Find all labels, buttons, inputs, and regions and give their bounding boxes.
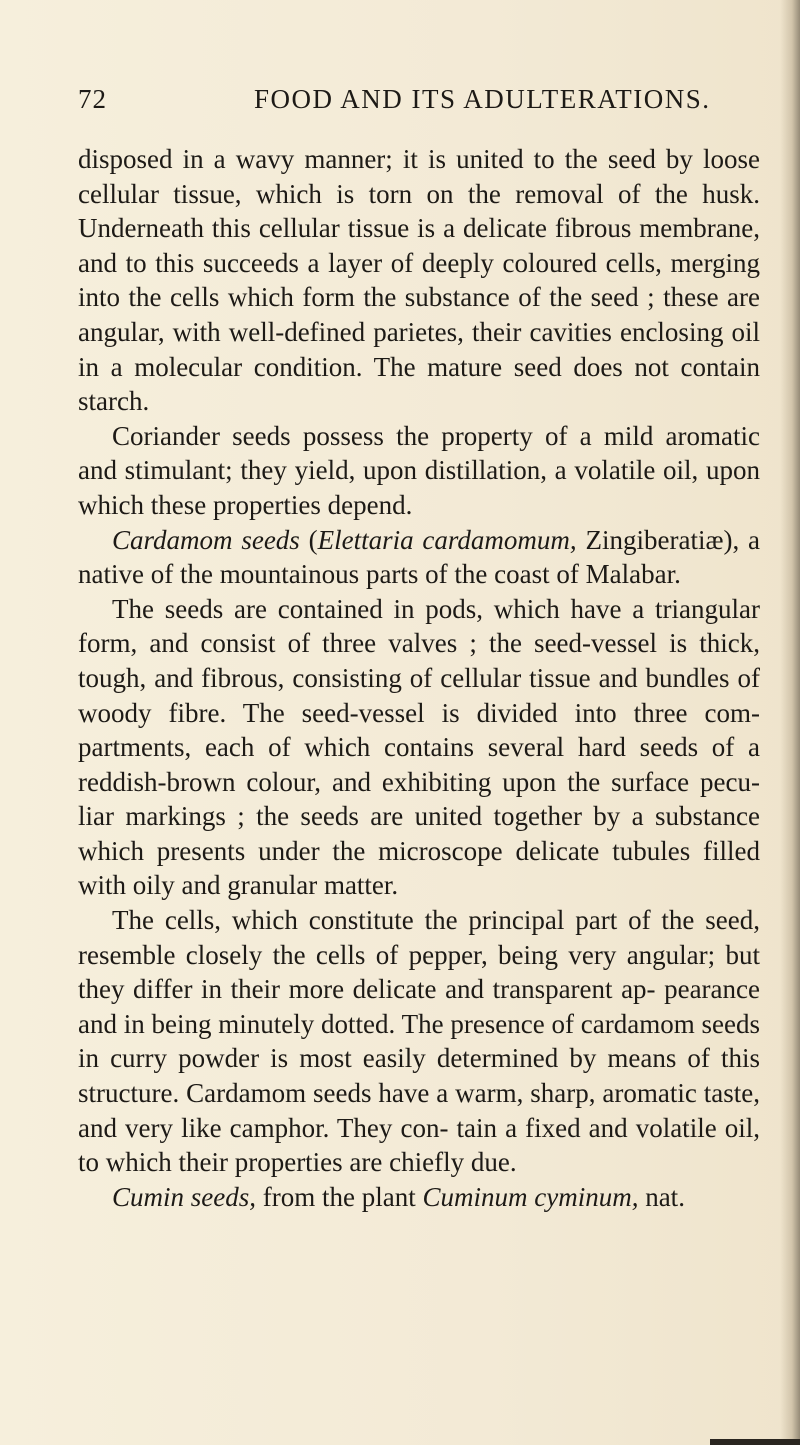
paragraph-seed-structure: disposed in a wavy manner; it is united to the seed by loose cellular tissue, which is torn on the removal of the husk. Underneath this cellular tissue is a delicate fibrous membrane, and to this succeeds a layer of deeply coloured cells, merging into the cells which form the substance of the seed ; these are angular, with well-defined parietes, their cavities enclosing oil in a molecular condition. The mature seed does not contain starch. [78,144,760,417]
paragraph-cardamom-pods: The seeds are contained in pods, which have a triangular form, and consist of three valves ; the seed-vessel is thick, tough, and fibrous, consisting of cellular tissue and bundles of woody fibre. The seed-vessel is divided into three com- partments, each of which contains several hard seeds of a reddish-brown colour, and exhibiting upon the surface pecu- liar markings ; the seeds are united together by a substance which presents under the microscope delicate tubules filled with oily and granular matter. [78,593,760,901]
page-header [78,84,758,120]
paragraph-coriander: Coriander seeds possess the property of a mild aromatic and stimulant; they yield, upon distillation, a volatile oil, upon which these properties depend. [78,420,760,520]
paragraph-cardamom-heading [78,523,760,592]
cumin-text-1: from the plant [256,1181,423,1212]
page-number: 72 [78,84,107,114]
page-edge-bottom [710,1439,800,1445]
cumin-text-2: nat. [638,1181,685,1212]
paragraph-cardamom-cells: The cells, which constitute the principal part of the seed, resemble closely the cells of pepper, being very angular; but they differ in their more delicate and transparent ap- pearance and in being minutely dotted. The presence of cardamom seeds in curry powder is most easily determined by means of this structure. Cardamom seeds have a warm, sharp, aromatic taste, and very like camphor. They con- tain a fixed and volatile oil, to which their properties are chiefly due. [78,905,760,1178]
cardamom-term: Cardamom seeds [112,524,300,555]
cumin-term: Cumin seeds, [112,1181,256,1212]
running-title: FOOD AND ITS ADULTERATIONS. [254,84,711,114]
paragraph-cumin [78,1180,760,1215]
cardamom-latin-name: Elettaria cardamomum, [317,524,577,555]
cardamom-description: Zingiberatiæ), a native of the mountainous parts of the coast of Malabar. [78,524,760,590]
page-edge-shadow [780,0,800,1445]
cumin-latin-name: Cuminum cyminum, [422,1181,639,1212]
body-text [78,142,760,1214]
cardamom-paren-open: ( [299,524,318,555]
